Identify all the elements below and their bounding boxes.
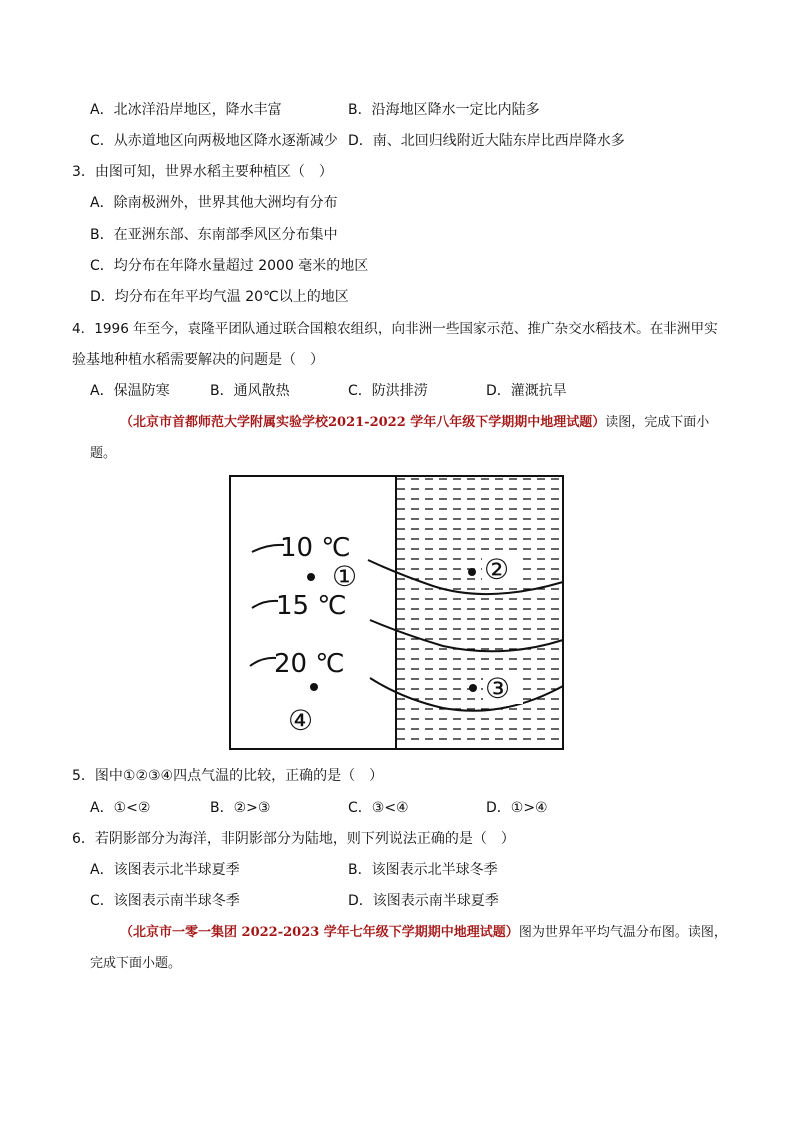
q5-option-a: A．①<② bbox=[90, 800, 151, 816]
point-1-dot bbox=[307, 573, 315, 581]
point-2-dot bbox=[468, 568, 476, 576]
q6-option-b: B．该图表示北半球冬季 bbox=[348, 862, 498, 878]
q5-stem: 5．图中①②③④四点气温的比较，正确的是（ ） bbox=[72, 768, 384, 784]
point-3-label: ③ bbox=[485, 672, 511, 705]
source-note-1-continuation: 题。 bbox=[90, 446, 117, 461]
source-note-2-continuation: 完成下面小题。 bbox=[90, 956, 182, 971]
q2-option-b: B．沿海地区降水一定比内陆多 bbox=[348, 102, 540, 118]
point-4-dot bbox=[310, 683, 318, 691]
q3-stem: 3．由图可知，世界水稻主要种植区（ ） bbox=[72, 164, 333, 180]
q6-option-d: D．该图表示南半球夏季 bbox=[348, 893, 499, 909]
shaded-region bbox=[396, 476, 563, 749]
isotherm-diagram bbox=[228, 474, 568, 754]
q5-option-c: C．③<④ bbox=[348, 800, 409, 816]
source-note-2 bbox=[120, 924, 727, 942]
q6-option-a: A．该图表示北半球夏季 bbox=[90, 862, 240, 878]
source-note-1-title: （北京市首都师范大学附属实验学校2021-2022 学年八年级下学期期中地理试题） bbox=[120, 415, 606, 430]
q3-option-d: D．均分布在年平均气温 20℃以上的地区 bbox=[90, 289, 349, 305]
q2-option-a: A．北冰洋沿岸地区，降水丰富 bbox=[90, 102, 282, 118]
q4-stem-line2: 验基地种植水稻需要解决的问题是（ ） bbox=[72, 352, 324, 368]
isotherm-label-10: 10 ℃ bbox=[280, 533, 351, 563]
q4-option-d: D．灌溉抗旱 bbox=[486, 383, 567, 399]
point-4-label: ④ bbox=[288, 704, 314, 737]
q4-option-b: B．通风散热 bbox=[210, 383, 290, 399]
point-3-dot bbox=[469, 684, 477, 692]
q3-option-a: A．除南极洲外，世界其他大洲均有分布 bbox=[90, 195, 338, 211]
isotherm-20-left-curve bbox=[250, 658, 276, 666]
isotherm-label-20: 20 ℃ bbox=[274, 649, 345, 679]
source-note-1-instruction: 读图，完成下面小 bbox=[605, 415, 710, 430]
source-note-2-instruction: 图为世界年平均气温分布图。读图， bbox=[518, 925, 727, 940]
q5-option-b: B．②>③ bbox=[210, 800, 271, 816]
q4-option-c: C．防洪排涝 bbox=[348, 383, 428, 399]
q3-option-c: C．均分布在年降水量超过 2000 毫米的地区 bbox=[90, 258, 369, 274]
q4-option-a: A．保温防寒 bbox=[90, 383, 170, 399]
point-2-label: ② bbox=[484, 553, 510, 586]
point-1-label: ① bbox=[332, 560, 358, 593]
isotherm-label-15: 15 ℃ bbox=[276, 591, 347, 621]
q3-option-b: B．在亚洲东部、东南部季风区分布集中 bbox=[90, 227, 338, 243]
q6-option-c: C．该图表示南半球冬季 bbox=[90, 893, 240, 909]
source-note-2-title: （北京市一零一集团 2022-2023 学年七年级下学期期中地理试题） bbox=[120, 925, 519, 940]
source-note-1 bbox=[120, 414, 709, 432]
q4-stem-line1: 4．1996 年至今，袁隆平团队通过联合国粮农组织，向非洲一些国家示范、推广杂交水稻技术。在非洲甲实 bbox=[72, 321, 718, 337]
q6-stem: 6．若阴影部分为海洋，非阴影部分为陆地，则下列说法正确的是（ ） bbox=[72, 831, 515, 847]
isotherm-15-left-curve bbox=[252, 601, 278, 608]
q2-option-c: C．从赤道地区向两极地区降水逐渐减少 bbox=[90, 133, 338, 149]
q5-option-d: D．①>④ bbox=[486, 800, 548, 816]
q2-option-d: D．南、北回归线附近大陆东岸比西岸降水多 bbox=[348, 133, 625, 149]
